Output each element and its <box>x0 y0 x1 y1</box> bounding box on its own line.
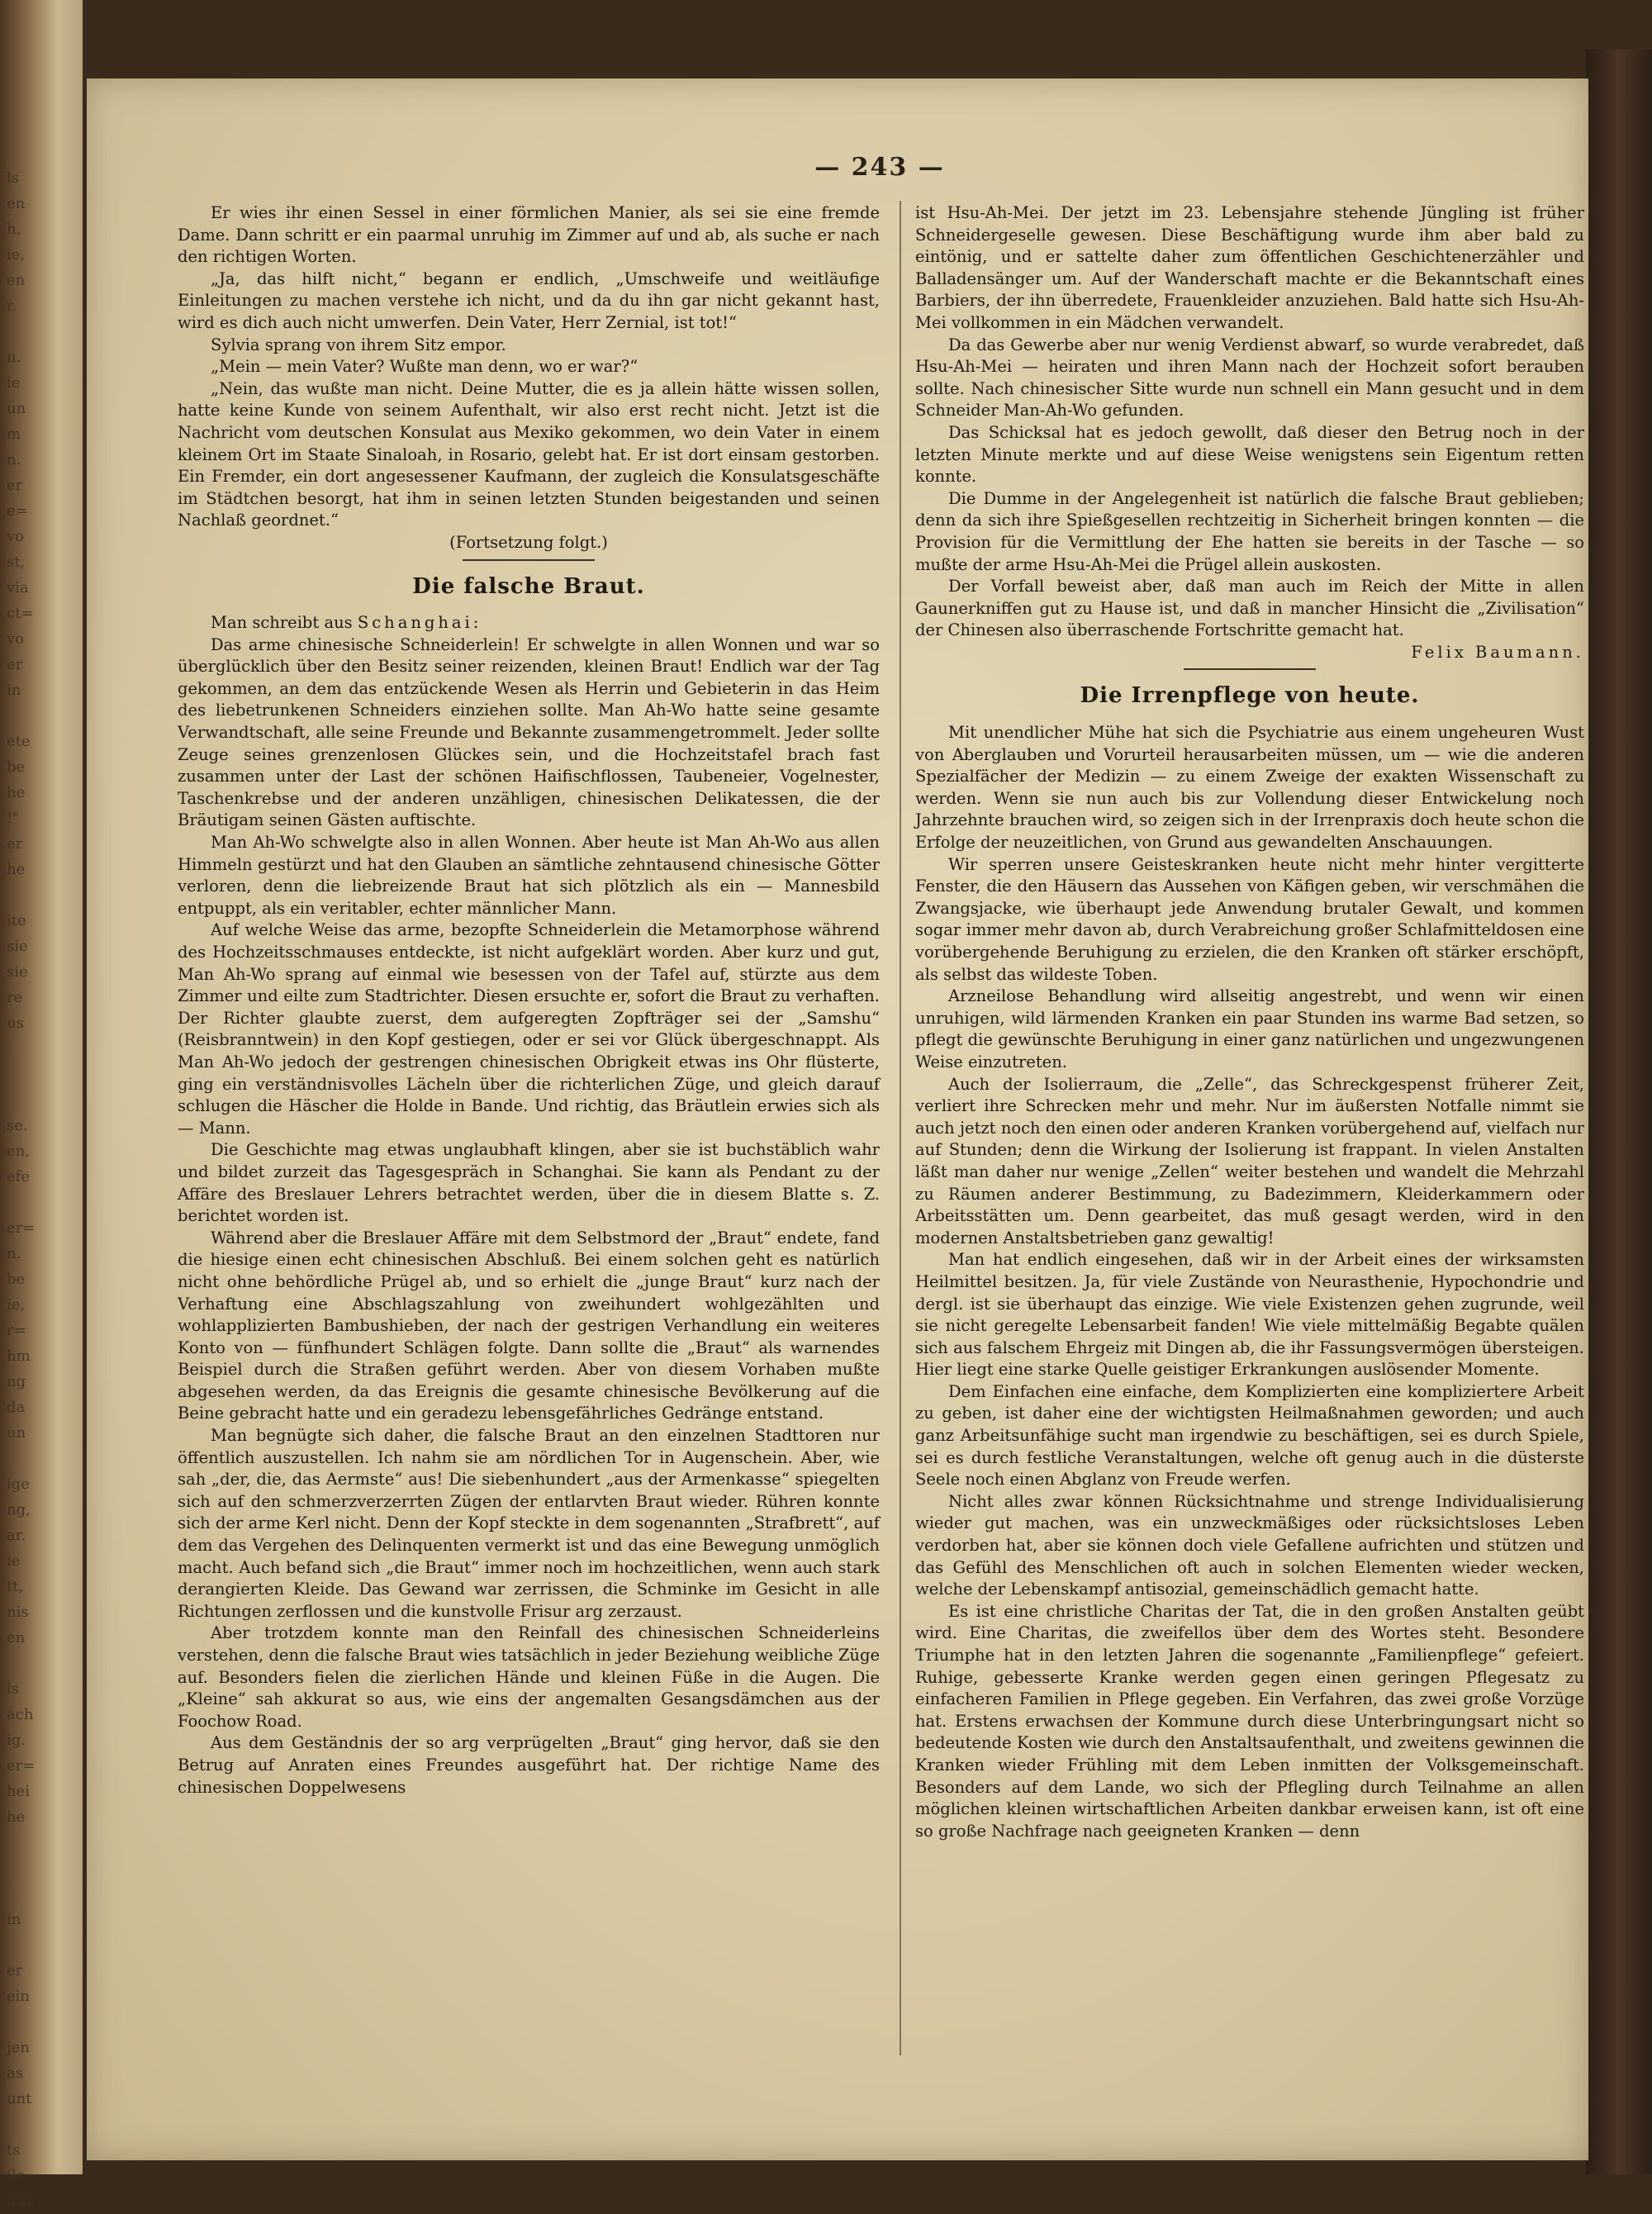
facing-page-fragment: he <box>7 784 26 801</box>
facing-page-fragment <box>7 2112 74 2137</box>
facing-page-fragment <box>7 1062 74 1087</box>
article-paragraph: Arzneilose Behandlung wird allseitig angestrebt, und wenn wir einen unruhigen, wild lärmenden Kranken ein paar Stunden ins warme Bad setzen, so pflegt die gewünschte Beruhigung in einer ganz natürlichen und ungezwungenen Weise einzutreten. <box>915 986 1584 1071</box>
facing-page-fragment: er= <box>7 1757 36 1775</box>
facing-page-fragment: jen <box>7 2039 30 2056</box>
left-column <box>178 202 880 1798</box>
facing-page-fragment: in <box>7 1911 21 1928</box>
article-paragraph: Die Dumme in der Angelegenheit ist natürlich die falsche Braut geblieben; denn da sich ihre Spießgesellen rechtzeitig in Sicherheit bringen konnten — die Provision für die Vermittlung der Ehe hatten sie bereits in der Tasche — so mußte der arme Hsu-Ah-Mei die Prügel allein auskosten. <box>915 488 1584 574</box>
facing-page-fragment: as <box>7 2064 23 2082</box>
facing-page-fragment: ile <box>7 2167 26 2184</box>
facing-page-fragment: nis <box>7 1603 29 1621</box>
facing-page-fragment <box>7 882 74 908</box>
facing-page-fragment: vo <box>7 528 25 545</box>
facing-page-fragment <box>7 1830 74 1855</box>
facing-page-fragment <box>7 319 74 344</box>
facing-page-fragment: ct= <box>7 605 34 622</box>
article-title-falsche-braut: Die falsche Braut. <box>178 559 880 598</box>
article-title-irrenpflege: Die Irrenpflege von heute. <box>915 668 1584 707</box>
facing-page-fragment: re <box>7 989 23 1006</box>
facing-page-fragment: n. <box>7 1245 21 1262</box>
article-paragraph: Nicht alles zwar können Rücksichtnahme und strenge Individualisierung wieder gut machen, was ein unzweckmäßiges oder rücksichtsloses Leben verdorben hat, aber sie können doch viele Gefallene aufrichten und stützen und das Gefühl des Menschlichen oft auch in solchen Elementen wieder wecken, welche der Lebenskampf antisozial, gemeinschädlich gemacht hatte. <box>915 1491 1584 1599</box>
article-body-irrenpflege <box>915 722 1584 1842</box>
facing-page-fragment: ige <box>7 1475 30 1493</box>
facing-page-fragment: ie <box>7 374 21 392</box>
facing-page-fragment: be <box>7 758 26 776</box>
facing-page-fragment: er <box>7 1962 23 1979</box>
article-paragraph: Man hat endlich eingesehen, daß wir in der Arbeit eines der wirksamsten Heilmittel besitzen. Ja, für viele Zustände von Neurasthenie, Hypochondrie und dergl. ist sie überhaupt das einzige. Wie viele Existenzen gehen zugrunde, weil sie nicht geregelte Lebensarbeit fanden! Wie viele mittelmäßig Begabte quälen sich aus falschem Ehrgeiz mit Dingen ab, die ihr Fassungsvermögen übersteigen. Hier liegt eine starke Quelle geistiger Erkrankungen auslösender Momente. <box>915 1250 1584 1380</box>
facing-page-fragment <box>7 1855 74 1881</box>
facing-page-fragment: da <box>7 1399 26 1416</box>
facing-page-fragment: er <box>7 656 23 673</box>
facing-page-fragment: st, <box>7 554 26 571</box>
facing-page-fragment: be <box>7 1271 26 1288</box>
article-paragraph: Auch der Isolierraum, die „Zelle“, das Schreckgespenst früherer Zeit, verliert ihre Schrecken mehr und mehr. Nur im äußersten Notfalle nimmt sie auch jetzt noch den einen oder anderen Kranken vorübergehend auf, vielfach nur auf Stunden; denn die Wirkung der Isolierung ist frappant. In vielen Anstalten läßt man daher nur wenige „Zellen“ weiter bestehen und wandelt die Mehrzahl zu Räumen anderer Bestimmung, zu Badezimmern, Kleiderkammern oder Arbeitsstätten um. Denn gearbeitet, das muß gesagt werden, wird in den modernen Anstaltsbetrieben ganz gewaltig! <box>915 1074 1584 1247</box>
article-paragraph: ist Hsu-Ah-Mei. Der jetzt im 23. Lebensjahre stehende Jüngling ist früher Schneidergeselle gewesen. Diese Beschäftigung wurde ihm aber bald zu eintönig, und er sattelte daher zum öffentlichen Geschichtenerzähler und Balladensänger um. Auf der Wanderschaft machte er die Bekanntschaft eines Barbiers, der ihn überredete, Frauenkleider anzuziehen. Bald hatte sich Hsu-Ah-Mei vollkommen in ein Mädchen verwandelt. <box>915 203 1584 332</box>
facing-page-fragment <box>7 2009 74 2035</box>
facing-page-fragment: vo <box>7 630 25 648</box>
right-column <box>915 202 1584 1842</box>
facing-page-fragment: ie, <box>7 1296 26 1314</box>
book-cover-board <box>1586 50 1652 2174</box>
article-paragraph: Man begnügte sich daher, die falsche Braut an den einzelnen Stadttoren nur öffentlich auszustellen. Ich nahm sie am nördlichen Tor in Augenschein. Aber, wie sah „der, die, das Aermste“ aus! Die siebenhundert „aus der Armenkasse“ spiegelten sich auf den schmerzverzerrten Zügen der entlarvten Braut wieder. Rühren konnte sich der arme Kerl nicht. Denn der Kopf steckte in dem sogenannten „Strafbrett“, auf dem das Vergehen des Delinquenten vermerkt ist und das eine Bewegung unmöglich macht. Auch befand sich „die Braut“ immer noch im hochzeitlichen, wenn auch stark derangierten Kleide. Das Gewand war zerrissen, die Schminke im Gesicht in alle Richtungen zerflossen und die kunstvolle Frisur arg zerzaust. <box>178 1426 880 1621</box>
facing-page-fragment: efe <box>7 1168 30 1185</box>
facing-page-fragment: in <box>7 682 21 699</box>
article-dateline <box>178 612 880 634</box>
article-paragraph: Auf welche Weise das arme, bezopfte Schneiderlein die Metamorphose während des Hochzeitsschmauses entdeckte, ist nicht aufgeklärt worden. Aber kurz und gut, Man Ah-Wo sprang auf einmal wie besessen von der Tafel auf, stürzte aus dem Zimmer und eilte zum Stadtrichter. Diesen ersuchte er, sofort die Braut zu verhaften. Der Richter glaubte zuerst, dem aufgeregten Zopfträger sei der „Samshu“ (Reisbranntwein) in den Kopf gestiegen, oder er sei vor Glück übergeschnappt. Als Man Ah-Wo jedoch der gestrengen chinesischen Obrigkeit etwas ins Ohr flüsterte, ging ein verständnisvolles Lächeln über die richterlichen Züge, und gleich darauf schlugen die Häscher die Holde in Bande. Und richtig, das Bräutlein erwies sich als — Mann. <box>178 920 880 1138</box>
facing-page-fragment: er <box>7 477 23 494</box>
article-paragraph: Das arme chinesische Schneiderlein! Er schwelgte in allen Wonnen und war so überglücklich über den Besitz seiner reizenden, kleinen Braut! Endlich war der Tag gekommen, an dem das entzückende Wesen als Herrin und Gebieterin in das Heim des liebetrunkenen Schneiders einziehen sollte. Man Ah-Wo hatte seine gesamte Verwandtschaft, alle seine Freunde und Bekannte zusammengetrommelt. Jeder sollte Zeuge seines grenzenlosen Glückes sein, und die Hochzeitstafel brach fast zusammen unter der Last der schönen Haifischflossen, Taubeneier, Vogelnester, Taschenkrebse und der anderen unzähligen, chinesischen Delikatessen, die der Bräutigam seinen Gästen auftischte. <box>178 634 880 830</box>
article-paragraph: Mit unendlicher Mühe hat sich die Psychiatrie aus einem ungeheuren Wust von Aberglauben und Vorurteil herausarbeiten müssen, um — wie die anderen Spezialfächer der Medizin — zu einem Zweige der exakten Wissenschaft zu werden. Wenn sie nun auch bis zur Vollendung dieser Entwickelung noch Jahrzehnte brauchen wird, so zeigen sich in der Irrenpraxis doch heute schon die Erfolge der neuzeitlichen, von Grund aus gewandelten Anschauungen. <box>915 723 1584 853</box>
article-paragraph: Das Schicksal hat es jedoch gewollt, daß dieser den Betrug noch in der letzten Minute merkte und auf diese Weise wenigstens sein Eigentum retten konnte. <box>915 422 1584 487</box>
facing-page-fragment: ein <box>7 1988 31 2005</box>
dateline-prefix: Man schreibt aus <box>211 613 353 633</box>
facing-page-fragment: un <box>7 400 26 417</box>
facing-page-fragment: er <box>7 835 23 853</box>
facing-page-fragment: hei <box>7 1783 31 1800</box>
facing-page-fragment: un <box>7 1424 26 1442</box>
facing-page-fragment: ig. <box>7 1732 26 1749</box>
story-paragraph: Er wies ihr einen Sessel in einer förmlichen Manier, als sei sie eine fremde Dame. Dann schritt er ein paarmal unruhig im Zimmer auf und ab, als suche er nach den richtigen Worten. <box>178 203 880 267</box>
facing-page-fragment: er= <box>7 1219 36 1237</box>
facing-page-fragment: sie <box>7 963 28 981</box>
article-paragraph: Die Geschichte mag etwas unglaubhaft klingen, aber sie ist buchstäblich wahr und bildet zurzeit das Tagesgespräch in Schanghai. Sie kann als Pendant zu der Affäre des Breslauer Lehrers betrachtet werden, über die in diesem Blatte s. Z. berichtet worden ist. <box>178 1140 880 1226</box>
facing-page-fragment: ete <box>7 733 31 750</box>
story-paragraph: Sylvia sprang von ihrem Sitz empor. <box>211 335 506 354</box>
facing-page-fragment: ie, <box>7 246 26 264</box>
article-paragraph: Es ist eine christliche Charitas der Tat, die in den großen Anstalten geübt wird. Eine Charitas, die zweifellos über dem des Wortes steht. Besondere Triumphe hat in den letzten Jahren die sogenannte „Familienpflege“ gefeiert. Ruhige, gebesserte Kranke werden gegen einen geringen Pflegesatz zu einfacheren Familien in Pflege gegeben. Ein Verfahren, das zwei große Vorzüge hat. Erstens erwachsen der Kommune durch diese Unterbringungsart nicht so bedeutende Kosten wie durch den Anstaltsaufenthalt, und zweitens gewinnen die Kranken wieder Frühling mit dem Leben inmitten der Volksgemeinschaft. Besonders auf dem Lande, wo sich der Pflegling durch Teilnahme an allen möglichen kleinen wirtschaftlichen Arbeiten dankbar erweisen kann, ist oft eine so große Nachfrage nach geeigneten Kranken — denn <box>915 1601 1584 1841</box>
facing-page-fragment: us <box>7 1014 24 1032</box>
facing-page-fragment: unn <box>7 2193 36 2210</box>
facing-page-fragment: tt, <box>7 1578 24 1595</box>
facing-page-fragment <box>7 1881 74 1907</box>
facing-page-fragment: en <box>7 195 26 212</box>
facing-page-fragment: m <box>7 425 21 443</box>
facing-page-fragment: n. <box>7 349 21 366</box>
facing-page-fragment: se. <box>7 1117 28 1134</box>
facing-page-fragment: ng, <box>7 1501 31 1518</box>
article-body-falsche-braut <box>178 634 880 1798</box>
article-paragraph: Da das Gewerbe aber nur wenig Verdienst abwarf, so wurde verabredet, daß Hsu-Ah-Mei — heiraten und ihren Mann nach der Hochzeit sofort berauben sollte. Nach chinesischer Sitte wurde nun schnell ein Mann gesucht und in dem Schneider Man-Ah-Wo gefunden. <box>915 335 1584 420</box>
dateline-place: Schanghai: <box>357 613 482 633</box>
article-paragraph: Aus dem Geständnis der so arg verprügelten „Braut“ ging hervor, daß sie den Betrug auf Anraten eines Freundes ausgeführt hat. Der richtige Name des chinesischen Doppelwesens <box>178 1733 880 1797</box>
newspaper-page <box>87 78 1588 2160</box>
article-author: Felix Baumann. <box>1411 642 1584 662</box>
facing-page-fragment: e= <box>7 502 28 520</box>
facing-page-fragment: hm <box>7 1347 31 1365</box>
story-paragraph: „Nein, das wußte man nicht. Deine Mutter, die es ja allein hätte wissen sollen, hatte keine Kunde von seinem Aufenthalt, wir also erst recht nicht. Jetzt ist die Nachricht vom deutschen Konsulat aus Mexiko gekommen, wo dein Vater in einem kleinem Ort im Staate Sinaloah, in Rosario, gelebt hat. Er ist dort einsam gestorben. Ein Fremder, ein dort angesessener Kaufmann, der zugleich die Konsulatsgeschäfte im Städtchen besorgt, hat ihm in seinen letzten Stunden beigestanden und seinen Nachlaß geordnet.“ <box>178 378 880 530</box>
page-number: — 243 — <box>814 153 945 182</box>
facing-page-edge <box>7 165 74 2210</box>
facing-page-fragment: ls <box>7 169 19 187</box>
facing-page-fragment: he <box>7 861 26 878</box>
article-paragraph: Während aber die Breslauer Affäre mit dem Selbstmord der „Braut“ endete, fand die hiesige einen echt chinesischen Abschluß. Bei einem solchen geht es natürlich nicht ohne behördliche Prügel ab, und so erhielt die „junge Braut“ kurz nach der Verhaftung eine Abschlagszahlung von zweihundert wohlgezählten und wohlapplizierten Bambushieben, der nach der gestrigen Verhandlung ein weiteres Konto von — fünfhundert Schlägen folgte. Dann sollte die „Braut“ als warnendes Beispiel durch die Straßen geführt werden. Aber von diesem Vorhaben mußte abgesehen werden, da das Ereignis die gesamte chinesische Bevölkerung auf die Beine gebracht hatte und ein geradezu lebensgefährliches Gedränge entstand. <box>178 1228 880 1423</box>
continuation-note: (Fortsetzung folgt.) <box>449 532 608 552</box>
article-paragraph: Man Ah-Wo schwelgte also in allen Wonnen. Aber heute ist Man Ah-Wo aus allen Himmeln gestürzt und hat den Glauben an sämtliche zehntausend chinesische Götter verloren, denn die liebreizende Braut hat sich plötzlich als ein — Mannesbild entpuppt, als ein veritabler, echter männlicher Mann. <box>178 833 880 918</box>
article-paragraph: Wir sperren unsere Geisteskranken heute nicht mehr hinter vergitterte Fenster, die den Häusern das Aussehen von Käfigen geben, wir verschmähen die Zwangsjacke, wie überhaupt jede Anwendung brutaler Gewalt, und kommen sogar immer mehr davon ab, durch Verabreichung großer Schlafmitteldosen eine vorübergehende Beruhigung zu erzielen, die den Kranken oft stärker erschöpft, als selbst das wildeste Toben. <box>915 854 1584 984</box>
facing-page-fragment <box>7 1446 74 1471</box>
facing-page-fragment: he <box>7 1808 26 1826</box>
article-body-falsche-braut-continued <box>915 202 1584 642</box>
facing-page-fragment: en <box>7 272 26 289</box>
facing-page-fragment: en, <box>7 1143 30 1160</box>
facing-page-fragment: via <box>7 579 29 596</box>
facing-page-fragment <box>7 1087 74 1113</box>
facing-page-fragment <box>7 1190 74 1215</box>
facing-page-fragment: ie <box>7 1552 21 1570</box>
column-divider <box>900 201 901 2055</box>
story-paragraph: „Mein — mein Vater? Wußte man denn, wo er war?“ <box>211 357 638 377</box>
facing-page-fragment <box>7 703 74 729</box>
facing-page-fragment: ng <box>7 1373 26 1390</box>
facing-page-fragment: r= <box>7 1322 26 1339</box>
facing-page-fragment: n. <box>7 451 21 468</box>
article-paragraph: Aber trotzdem konnte man den Reinfall des chinesischen Schneiderleins verstehen, denn die falsche Braut wies tatsächlich in jeder Beziehung weibliche Züge auf. Besonders fielen die zierlichen Hände und kleinen Füße in die Augen. Die „Kleine“ sah akkurat so aus, wie eins der angemalten Gesangsdämchen aus der Foochow Road. <box>178 1623 880 1731</box>
facing-page-fragment: h, <box>7 221 21 238</box>
facing-page-fragment <box>7 1036 74 1062</box>
facing-page-fragment: !" <box>7 810 20 827</box>
facing-page-fragment: ite <box>7 912 26 929</box>
facing-page-fragment: unt <box>7 2090 32 2107</box>
facing-page-fragment: ach <box>7 1706 34 1723</box>
story-paragraph: „Ja, das hilft nicht,“ begann er endlich, „Umschweife und weitläufige Einleitungen zu machen verstehe ich nicht, und da du ihn gar nicht gekannt hast, wird es dich auch nicht umwerfen. Dein Vater, Herr Zernial, ist tot!“ <box>178 268 880 332</box>
article-paragraph: Der Vorfall beweist aber, daß man auch im Reich der Mitte in allen Gaunerkniffen gut zu Hause ist, und daß in mancher Hinsicht die „Zivilisation“ der Chinesen also überraschende Fortschritte gemacht hat. <box>915 577 1584 640</box>
facing-page-fragment: ls <box>7 1680 19 1698</box>
article-paragraph: Dem Einfachen eine einfache, dem Komplizierten eine kompliziertere Arbeit zu geben, ist daher eine der wichtigsten Heilmaßnahmen geworden; und auch ganz Arbeitsunfähige sucht man irgendwie zu beschäftigen, sei es durch Spiele, sei es durch festliche Veranstaltungen, welche oft genug auch in die düsterste Seele noch einen Abglanz von Freude werfen. <box>915 1381 1584 1489</box>
facing-page-fragment: sie <box>7 938 28 955</box>
facing-page-fragment <box>7 1932 74 1958</box>
serial-story-end <box>178 202 880 532</box>
facing-page-fragment <box>7 1651 74 1676</box>
facing-page-fragment: ar. <box>7 1527 26 1544</box>
facing-page-fragment: r. <box>7 297 17 315</box>
facing-page-fragment: ts <box>7 2141 21 2159</box>
facing-page-fragment: en <box>7 1629 26 1646</box>
